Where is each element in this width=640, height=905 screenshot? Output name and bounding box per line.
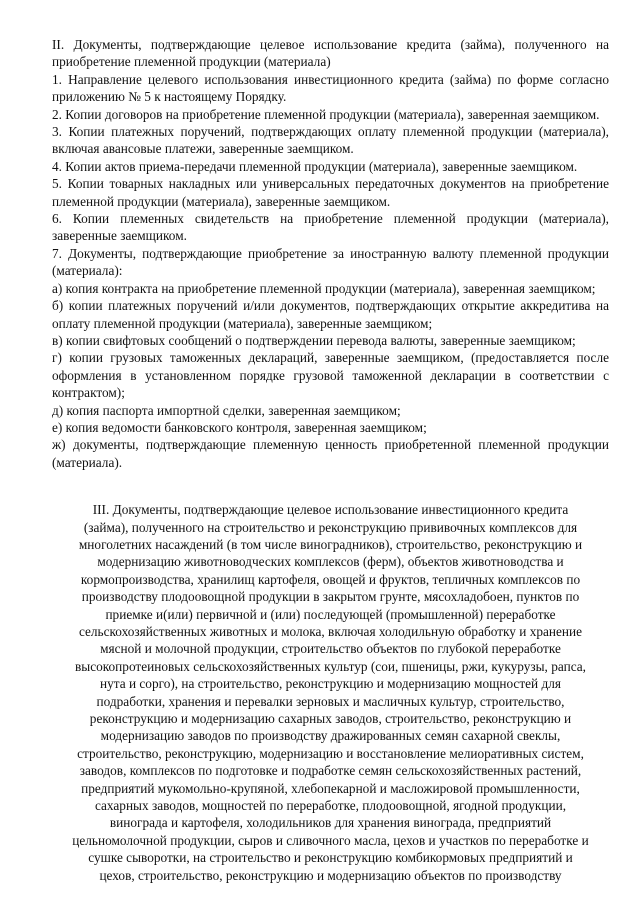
list-item: б) копии платежных поручений и/или документов, подтверждающих открытие аккредитива на оплату племенной продукции (материала), заверенные заемщиком; xyxy=(52,298,609,331)
list-item: д) копия паспорта импортной сделки, заверенная заемщиком; xyxy=(52,402,401,418)
list-item: 5. Копии товарных накладных или универсальных передаточных документов на приобретение племенной продукции (материала), заверенные заемщиком. xyxy=(52,176,609,209)
heading-line: кормопроизводства, хранилищ картофеля, овощей и фруктов, тепличных комплексов по xyxy=(80,571,581,587)
heading-line: цельномолочной продукции, сыров и сливочного масла, цехов и участков по переработке и xyxy=(72,832,589,848)
heading-line: подработки, хранения и перевалки зерновых и масличных культур, строительство, xyxy=(96,693,565,709)
heading-line: винограда и картофеля, холодильников для хранения винограда, предприятий xyxy=(109,815,552,831)
section-2-heading: II. Документы, подтверждающие целевое использование кредита (займа), полученного на приобретение племенной продукции (материала) xyxy=(52,37,609,70)
heading-line: мясной и молочной продукции, строительство объектов по глубокой переработке xyxy=(100,641,561,657)
heading-line: заводов, комплексов по подготовке и подработке семян сельскохозяйственных растений, xyxy=(79,763,582,779)
heading-line: сушке сыворотки, на строительство и реконструкцию комбикормовых предприятий и xyxy=(88,850,573,866)
heading-line: многолетних насаждений (в том числе виноградников), строительство, реконструкцию и xyxy=(78,536,583,552)
list-item: 2. Копии договоров на приобретение племенной продукции (материала), заверенная заемщиком. xyxy=(52,106,600,122)
list-item: в) копии свифтовых сообщений о подтверждении перевода валюты, заверенные заемщиком; xyxy=(52,332,576,348)
list-item: г) копии грузовых таможенных деклараций, заверенные заемщиком, (предоставляется после оформления в установленном порядке грузовой таможенной декларации в соответствии с контрактом); xyxy=(52,350,609,401)
heading-line: модернизацию животноводческих комплексов (ферм), объектов животноводства и xyxy=(97,554,564,570)
heading-line: сельскохозяйственных животных и молока, включая холодильную обработку и хранение xyxy=(78,624,583,639)
list-item: 6. Копии племенных свидетельств на приобретение племенной продукции (материала), заверенные заемщиком. xyxy=(52,211,609,244)
heading-line: высокопротеиновых сельскохозяйственных культур (сои, пшеницы, ржи, кукурузы, рапса, xyxy=(74,658,586,674)
heading-line: производству плодоовощной продукции в закрытом грунте, мясохладобоен, пунктов по xyxy=(81,589,580,605)
list-item: 3. Копии платежных поручений, подтверждающих оплату племенной продукции (материала), включая авансовые платежи, заверенные заемщиком. xyxy=(52,124,609,157)
section-spacer xyxy=(52,471,609,501)
heading-line: III. Документы, подтверждающие целевое использование инвестиционного кредита xyxy=(92,502,569,518)
heading-line: строительство, реконструкцию, модернизацию и восстановление мелиоративных систем, xyxy=(77,745,584,761)
heading-line: цехов, строительство, реконструкцию и модернизацию объектов по производству xyxy=(99,867,562,883)
list-item: 1. Направление целевого использования инвестиционного кредита (займа) по форме согласно приложению № 5 к настоящему Порядку. xyxy=(52,71,609,105)
section-3-heading xyxy=(52,501,609,884)
heading-line: (займа), полученного на строительство и реконструкцию прививочных комплексов для xyxy=(83,519,578,535)
list-item: а) копия контракта на приобретение племенной продукции (материала), заверенная заемщиком; xyxy=(52,280,596,296)
heading-line: предприятий мукомольно-крупяной, хлебопекарной и масложировой промышленности, xyxy=(81,780,580,796)
heading-line: приемке и(или) первичной и (или) последующей (промышленной) переработке xyxy=(105,606,556,622)
heading-line: модернизацию заводов по производству дражированных семян сахарной свеклы, xyxy=(100,728,561,744)
heading-line: сахарных заводов, мощностей по переработке, плодоовощной, ягодной продукции, xyxy=(94,798,567,814)
list-item: е) копия ведомости банковского контроля, заверенная заемщиком; xyxy=(52,419,427,435)
list-item: 7. Документы, подтверждающие приобретение за иностранную валюту племенной продукции (материала): xyxy=(52,245,609,279)
list-item: 4. Копии актов приема-передачи племенной продукции (материала), заверенные заемщиком. xyxy=(52,158,578,174)
document-page xyxy=(52,36,609,884)
heading-line: реконструкцию и модернизацию сахарных заводов, строительство, реконструкцию и xyxy=(89,711,572,727)
section-2 xyxy=(52,36,609,471)
heading-line: нута и сорго), на строительство, реконструкцию и модернизацию мощностей для xyxy=(99,676,561,692)
list-item: ж) документы, подтверждающие племенную ценность приобретенной племенной продукции (материала). xyxy=(52,437,609,470)
